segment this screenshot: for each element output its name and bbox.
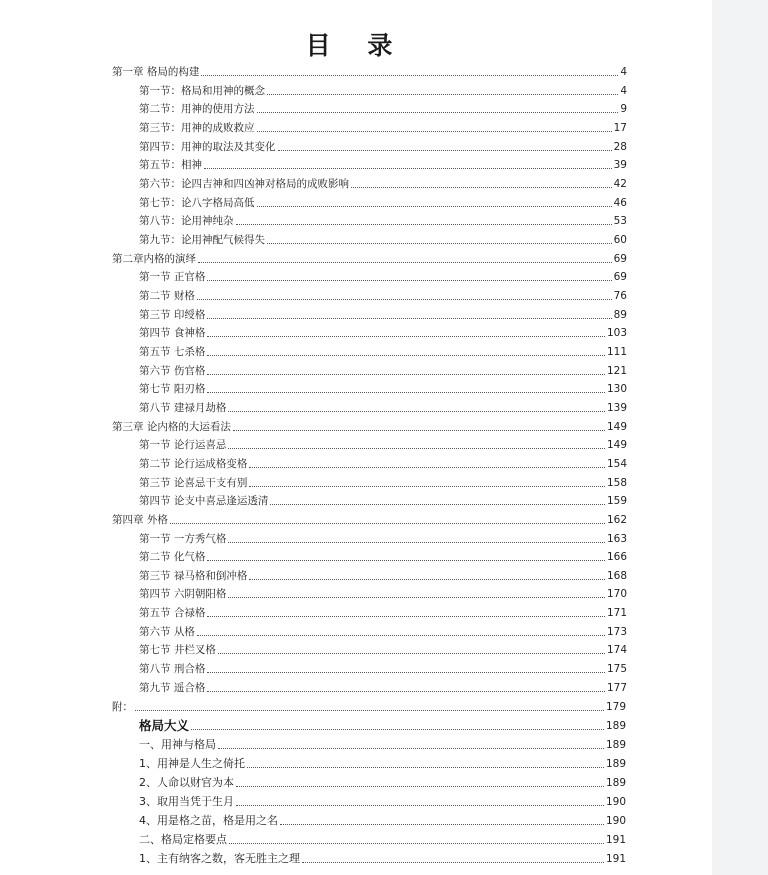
dot-leader [236,223,612,225]
toc-entry-label: 第三节 印绶格 [139,309,206,321]
toc-entry-page-number: 130 [606,383,627,395]
dot-leader [249,578,605,580]
dot-leader [228,541,605,543]
toc-entry-page-number: 111 [606,346,627,358]
toc-section-entry[interactable] [139,605,627,619]
toc-entry-page-number: 46 [613,197,627,209]
toc-entry-label: 第一章 格局的构建 [112,66,200,78]
toc-entry-label: 第九节 遥合格 [139,682,206,694]
toc-entry-label: 第六节 从格 [139,626,195,638]
toc-appendix-item[interactable] [139,756,626,770]
dot-leader [170,522,605,524]
toc-entry-label: 1、用神是人生之倚托 [139,757,245,770]
toc-section-entry[interactable] [139,269,627,283]
dot-leader [302,861,604,863]
toc-entry-page-number: 189 [605,758,626,770]
toc-entry-page-number: 171 [606,607,627,619]
toc-entry-label: 第四节 食神格 [139,327,206,339]
toc-entry-page-number: 89 [613,309,627,321]
toc-chapter-entry[interactable] [112,64,627,78]
toc-entry-page-number: 17 [613,122,627,134]
dot-leader [270,503,605,505]
toc-section-entry[interactable] [139,176,627,190]
toc-entry-label: 第二节 论行运成格变格 [139,458,248,470]
toc-entry-label: 4、用是格之苗，格是用之名 [139,814,278,827]
toc-entry-label: 第二节：用神的使用方法 [139,103,255,115]
toc-appendix-heading[interactable] [139,718,626,732]
toc-section-entry[interactable] [139,624,627,638]
toc-entry-page-number: 179 [605,701,626,713]
toc-entry-page-number: 154 [606,458,627,470]
toc-entry-page-number: 39 [613,159,627,171]
dot-leader [197,298,612,300]
toc-section-entry[interactable] [139,344,627,358]
toc-entry-label: 第六节：论四吉神和四凶神对格局的成败影响 [139,178,349,190]
toc-entry-page-number: 4 [620,66,627,78]
toc-entry-page-number: 191 [605,853,626,865]
dot-leader [197,634,605,636]
dot-leader [278,149,612,151]
toc-appendix-entry[interactable] [112,699,626,713]
toc-section-entry[interactable] [139,531,627,545]
toc-title: 目 录 [305,31,407,60]
toc-entry-page-number: 189 [605,739,626,751]
toc-entry-page-number: 103 [606,327,627,339]
toc-entry-label: 第八节 建禄月劫格 [139,402,227,414]
toc-section-entry[interactable] [139,120,627,134]
toc-section-entry[interactable] [139,83,627,97]
toc-entry-page-number: 170 [606,588,627,600]
toc-entry-page-number: 173 [606,626,627,638]
toc-entry-label: 第四章 外格 [112,514,168,526]
toc-entry-page-number: 69 [613,271,627,283]
dot-leader [204,167,612,169]
toc-appendix-item[interactable] [139,794,626,808]
toc-section-entry[interactable] [139,307,627,321]
toc-entry-page-number: 53 [613,215,627,227]
toc-appendix-item[interactable] [139,737,626,751]
toc-section-entry[interactable] [139,232,627,246]
toc-entry-label: 第七节：论八字格局高低 [139,197,255,209]
toc-entry-label: 第一节：格局和用神的概念 [139,85,265,97]
toc-entry-label: 第七节 井栏叉格 [139,644,216,656]
toc-entry-label: 第三节 禄马格和倒冲格 [139,570,248,582]
dot-leader [257,205,612,207]
toc-chapter-entry[interactable] [112,419,627,433]
toc-appendix-item[interactable] [139,813,626,827]
toc-entry-page-number: 4 [620,85,627,97]
toc-entry-page-number: 166 [606,551,627,563]
toc-entry-label: 2、人命以财官为本 [139,776,234,789]
toc-section-entry[interactable] [139,288,627,302]
toc-appendix-item[interactable] [139,832,626,846]
toc-entry-label: 3、取用当凭于生月 [139,795,234,808]
toc-entry-label: 第五节 七杀格 [139,346,206,358]
viewer-side-panel [712,0,768,875]
dot-leader [233,429,605,431]
dot-leader [228,596,605,598]
dot-leader [218,747,604,749]
dot-leader [249,485,605,487]
toc-section-entry[interactable] [139,139,627,153]
toc-entry-label: 第二节 化气格 [139,551,206,563]
toc-entry-page-number: 42 [613,178,627,190]
toc-entry-label: 第一节 一方秀气格 [139,533,227,545]
dot-leader [207,559,605,561]
toc-entry-page-number: 174 [606,644,627,656]
toc-section-entry[interactable] [139,493,627,507]
toc-entry-page-number: 168 [606,570,627,582]
toc-section-entry[interactable] [139,680,627,694]
dot-leader [207,317,611,319]
dot-leader [191,728,604,730]
toc-entry-label: 二、格局定格要点 [139,833,227,846]
dot-leader [207,373,605,375]
dot-leader [201,74,618,76]
dot-leader [228,447,605,449]
toc-entry-page-number: 175 [606,663,627,675]
toc-entry-label: 第三节：用神的成败救应 [139,122,255,134]
toc-section-entry[interactable] [139,549,627,563]
toc-entry-page-number: 121 [606,365,627,377]
toc-entry-label: 第五节：相神 [139,159,202,171]
toc-entry-label: 第一节 论行运喜忌 [139,439,227,451]
toc-section-entry[interactable] [139,586,627,600]
toc-section-entry[interactable] [139,661,627,675]
dot-leader [135,709,604,711]
toc-section-entry[interactable] [139,642,627,656]
toc-appendix-item[interactable] [139,775,626,789]
dot-leader [351,186,612,188]
toc-entry-label: 1、主有纳客之数，客无胜主之理 [139,852,300,865]
toc-entry-label: 第二节 财格 [139,290,195,302]
dot-leader [228,410,605,412]
dot-leader [207,615,605,617]
toc-entry-label: 第四节：用神的取法及其变化 [139,141,276,153]
toc-entry-label: 第四节 论支中喜忌逢运透清 [139,495,269,507]
dot-leader [207,279,611,281]
toc-entry-label: 第三节 论喜忌干支有别 [139,477,248,489]
toc-entry-page-number: 191 [605,834,626,846]
toc-entry-page-number: 76 [613,290,627,302]
dot-leader [280,823,604,825]
toc-entry-page-number: 189 [605,777,626,789]
dot-leader [198,261,612,263]
toc-entry-label: 第一节 正官格 [139,271,206,283]
toc-entry-page-number: 139 [606,402,627,414]
dot-leader [207,335,605,337]
toc-entry-label: 第八节 刑合格 [139,663,206,675]
dot-leader [218,652,605,654]
toc-entry-page-number: 159 [606,495,627,507]
dot-leader [247,766,604,768]
dot-leader [236,804,604,806]
toc-entry-label: 第八节：论用神纯杂 [139,215,234,227]
dot-leader [257,111,619,113]
toc-entry-page-number: 190 [605,796,626,808]
toc-entry-label: 格局大义 [139,718,190,733]
dot-leader [267,93,618,95]
toc-entry-page-number: 158 [606,477,627,489]
toc-entry-page-number: 149 [606,439,627,451]
toc-section-entry[interactable] [139,437,627,451]
toc-appendix-item[interactable] [139,851,626,865]
toc-entry-label: 第二章内格的演绎 [112,253,196,265]
dot-leader [207,690,605,692]
dot-leader [249,466,605,468]
dot-leader [236,785,604,787]
toc-entry-page-number: 177 [606,682,627,694]
toc-entry-page-number: 190 [605,815,626,827]
dot-leader [257,130,612,132]
dot-leader [229,842,604,844]
toc-chapter-entry[interactable] [112,251,627,265]
toc-section-entry[interactable] [139,363,627,377]
toc-entry-page-number: 69 [613,253,627,265]
toc-entry-page-number: 163 [606,533,627,545]
toc-section-entry[interactable] [139,456,627,470]
toc-entry-page-number: 189 [605,720,626,732]
toc-entry-page-number: 149 [606,421,627,433]
toc-section-entry[interactable] [139,157,627,171]
toc-entry-page-number: 162 [606,514,627,526]
toc-section-entry[interactable] [139,381,627,395]
toc-section-entry[interactable] [139,400,627,414]
toc-entry-label: 附： [112,701,133,713]
toc-entry-label: 第九节：论用神配气候得失 [139,234,265,246]
toc-section-entry[interactable] [139,101,627,115]
toc-section-entry[interactable] [139,195,627,209]
toc-section-entry[interactable] [139,568,627,582]
toc-entry-label: 第五节 合禄格 [139,607,206,619]
dot-leader [207,391,605,393]
toc-section-entry[interactable] [139,475,627,489]
toc-section-entry[interactable] [139,325,627,339]
toc-entry-page-number: 28 [613,141,627,153]
dot-leader [207,354,605,356]
toc-chapter-entry[interactable] [112,512,627,526]
toc-entry-page-number: 9 [620,103,627,115]
toc-entry-label: 第四节 六阴朝阳格 [139,588,227,600]
dot-leader [267,242,612,244]
toc-entry-page-number: 60 [613,234,627,246]
toc-entry-label: 一、用神与格局 [139,738,216,751]
toc-entry-label: 第三章 论内格的大运看法 [112,421,231,433]
toc-entry-label: 第六节 伤官格 [139,365,206,377]
toc-section-entry[interactable] [139,213,627,227]
dot-leader [207,671,605,673]
toc-entry-label: 第七节 阳刃格 [139,383,206,395]
